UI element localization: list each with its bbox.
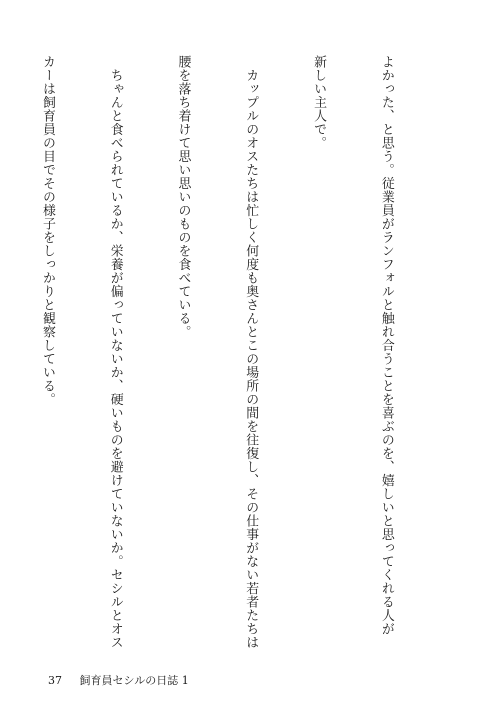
book-title: 飼育員セシルの日誌 1 (79, 674, 189, 687)
text-line: 腰を落ち着けて思い思いのものを食べている。 (175, 55, 191, 339)
text-line: カーは飼育員の目でその様子をしっかりと観察している。 (39, 55, 55, 406)
vertical-text-body (0, 55, 442, 653)
text-line: よかった、と思う。従業員がランフォルと触れ合うことを喜ぶのを、嬉しいと思ってくれる人が (378, 55, 394, 636)
text-line: 新しい主人で。 (311, 55, 327, 150)
page-footer (48, 672, 189, 688)
text-line: カップルのオスたちは忙しく何度も奥さんとこの場所の間を往復し、その仕事がない若者たちは (243, 55, 259, 649)
page-number: 37 (48, 674, 62, 687)
text-line: ちゃんと食べられているか、栄養が偏っていないか、硬いものを避けていないか。セシルとオス (107, 55, 123, 649)
